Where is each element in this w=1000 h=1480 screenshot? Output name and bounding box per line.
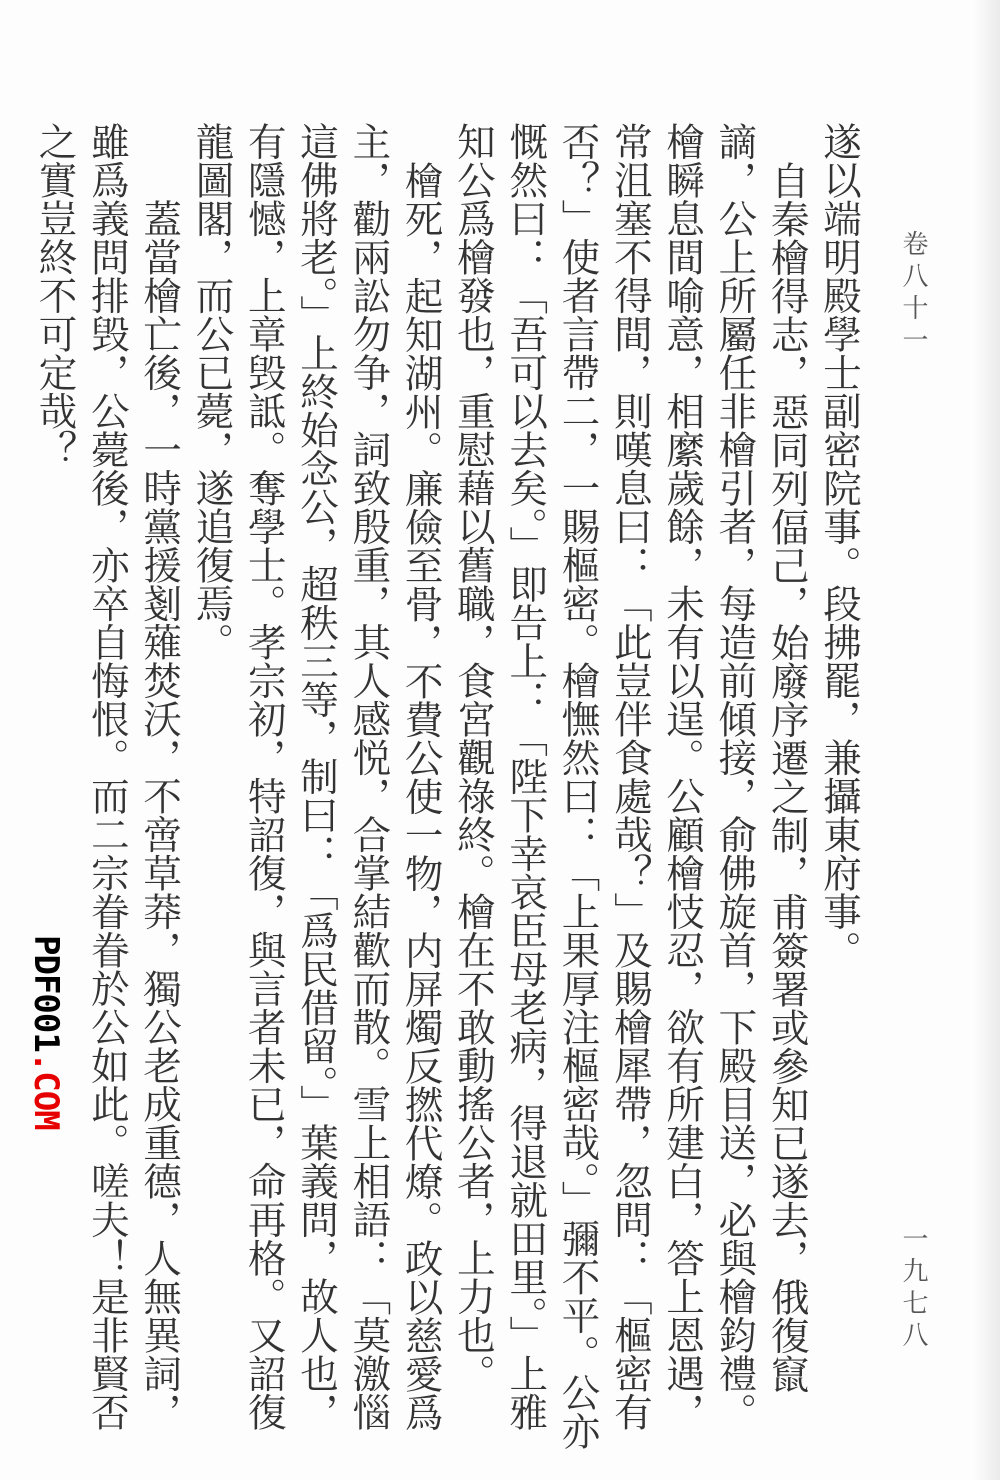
paragraph-1: 遂以端明殿學士副密院事。段拂罷，兼攝東府事。	[817, 122, 862, 969]
paragraph-4: 蓋當檜亡後，一時黨援剗薙焚沃，不啻草莽，獨公老成重德，人無異詞，雖爲義問排毁，公薨後，亦卒自悔恨。而二宗眷眷於公如此。嗟夫！是非賢否之實豈終不可定哉？	[32, 122, 183, 1431]
paragraph-3: 檜死，起知湖州。廉儉至骨，不費公使一物，内屏燭反撚代燎。政以慈愛爲主，勸兩訟勿争，詞致殷重，其人感悦，合掌結歡而散。雪上相語：「莫激惱這佛將老。」上終始念公，超秩三等，制曰：「爲民借留。」葉義問，故人也，有隱憾，上章毁詆。奪學士。孝宗初，特詔復，與言者未已，命再格。又詔復龍圖閣，而公已薨，遂追復焉。	[189, 122, 444, 1431]
volume-header: 卷八十一	[898, 230, 928, 358]
paragraph-2: 自秦檜得志，惡同列偪己，始廢序遷之制，甫簽署或參知已遂去，俄復竄謫，公上所屬任非檜引者，每造前傾接，俞佛旋首，下殿目送，必與檜鈞禮。檜瞬息間喻意，相縻歲餘，未有以逞。公顧檜忮忍，欲有所建白，答上恩遇，常沮塞不得間，則嘆息曰：「此豈伴食處哉？」及賜檜犀帶，忽問：「樞密有否？」使者言帶二，一賜樞密。檜憮然曰：「上果厚注樞密哉。」彌不平。公亦慨然曰：「吾可以去矣。」即告上：「陛下幸哀臣母老病，得退就田里。」上雅知公爲檜發也，重慰藉以舊職，食宮觀祿終。檜在不敢動搖公者，上力也。	[450, 122, 810, 1451]
page-number: 一九七八	[898, 1225, 928, 1353]
watermark-logo	[26, 935, 66, 1130]
watermark-part-2: .COM	[26, 1051, 66, 1130]
watermark-part-1: PDF001	[26, 935, 66, 1052]
page-edge-shadow	[974, 0, 1000, 1480]
